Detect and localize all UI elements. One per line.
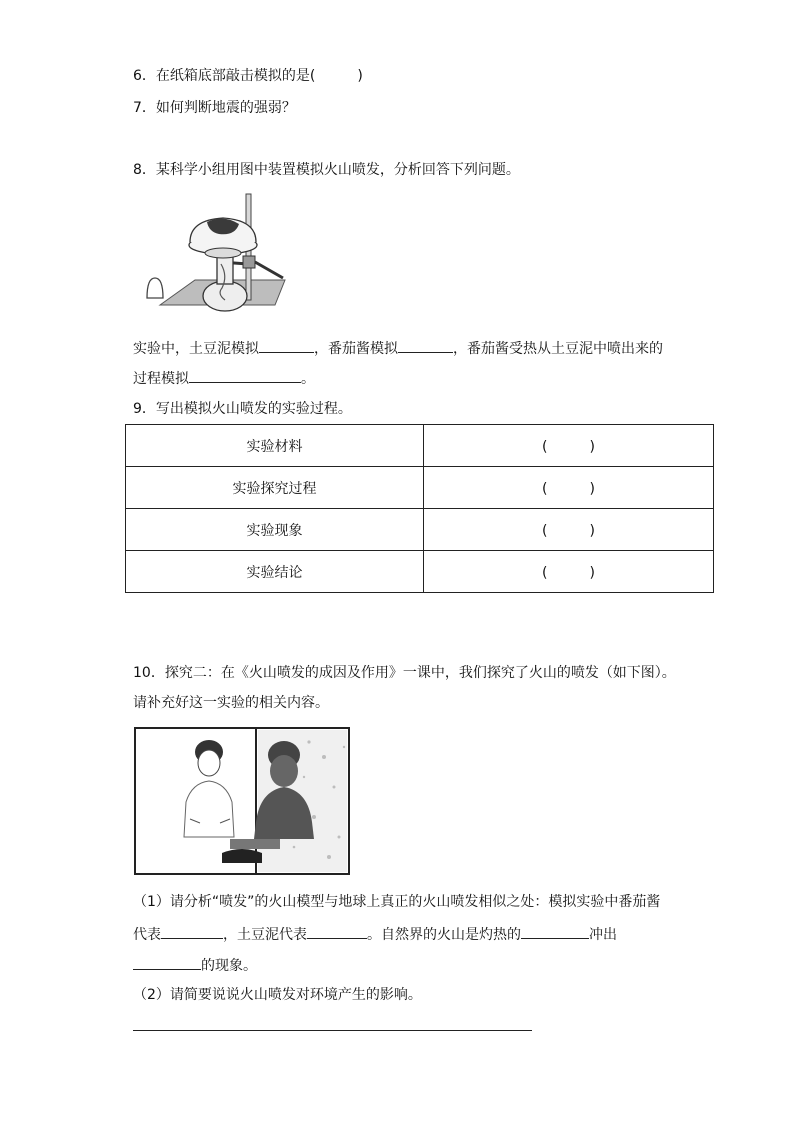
answer-blank-phenomenon[interactable] (133, 955, 201, 970)
classroom-photo-figure (134, 727, 350, 875)
row-label: 实验结论 (126, 551, 424, 593)
question-7: 7．如何判断地震的强弱？ (133, 100, 296, 116)
table-row (126, 551, 714, 593)
table-row (126, 467, 714, 509)
answer-blank-potato[interactable] (259, 338, 314, 353)
q10-text-rush-out: 冲出 (589, 927, 617, 943)
answer-cell[interactable]: ( ) (424, 509, 714, 551)
q8-text-ketchup: ，番茄酱模拟 (314, 341, 398, 357)
q10-text-potato-represents: ，土豆泥代表 (223, 927, 307, 943)
question-10-part-1-line-2 (133, 924, 617, 944)
question-9-title: 9．写出模拟火山喷发的实验过程。 (133, 401, 352, 417)
answer-line-impact[interactable] (133, 1030, 532, 1031)
q8-text-potato: 实验中，土豆泥模拟 (133, 341, 259, 357)
answer-blank-hot-material[interactable] (521, 924, 589, 939)
question-10-part-2: （2）请简要说说火山喷发对环境产生的影响。 (133, 987, 422, 1003)
row-label: 实验探究过程 (126, 467, 424, 509)
q10-text-represent: 代表 (133, 927, 161, 943)
answer-cell[interactable]: ( ) (424, 467, 714, 509)
q8-text-erupt: ，番茄酱受热从土豆泥中喷出来的 (453, 341, 663, 357)
q8-text-process: 过程模拟 (133, 371, 189, 387)
question-8-line-1 (133, 338, 663, 358)
question-6: 6．在纸箱底部敲击模拟的是( ) (133, 68, 363, 84)
answer-blank-potato-represents[interactable] (307, 924, 367, 939)
q10-text-nature: 。自然界的火山是灼热的 (367, 927, 521, 943)
answer-cell[interactable]: ( ) (424, 425, 714, 467)
answer-blank-ketchup-represents[interactable] (161, 924, 223, 939)
question-8-line-2 (133, 368, 315, 388)
question-10-part-1-line-3 (133, 955, 257, 975)
q8-text-end: 。 (301, 371, 315, 387)
experiment-table (125, 424, 714, 593)
volcano-apparatus-figure (135, 192, 300, 320)
row-label: 实验材料 (126, 425, 424, 467)
question-10-title-line-2: 请补充好这一实验的相关内容。 (133, 695, 329, 711)
question-10-title-line-1: 10．探究二：在《火山喷发的成因及作用》一课中，我们探究了火山的喷发（如下图）。 (133, 665, 676, 681)
answer-blank-ketchup[interactable] (398, 338, 453, 353)
row-label: 实验现象 (126, 509, 424, 551)
question-10-part-1-line-1: （1）请分析“喷发”的火山模型与地球上真正的火山喷发相似之处：模拟实验中番茄酱 (133, 894, 661, 910)
question-8-title: 8．某科学小组用图中装置模拟火山喷发，分析回答下列问题。 (133, 162, 520, 178)
q10-text-phenomenon: 的现象。 (201, 958, 257, 974)
answer-blank-process[interactable] (189, 368, 301, 383)
table-row (126, 509, 714, 551)
table-row (126, 425, 714, 467)
answer-cell[interactable]: ( ) (424, 551, 714, 593)
